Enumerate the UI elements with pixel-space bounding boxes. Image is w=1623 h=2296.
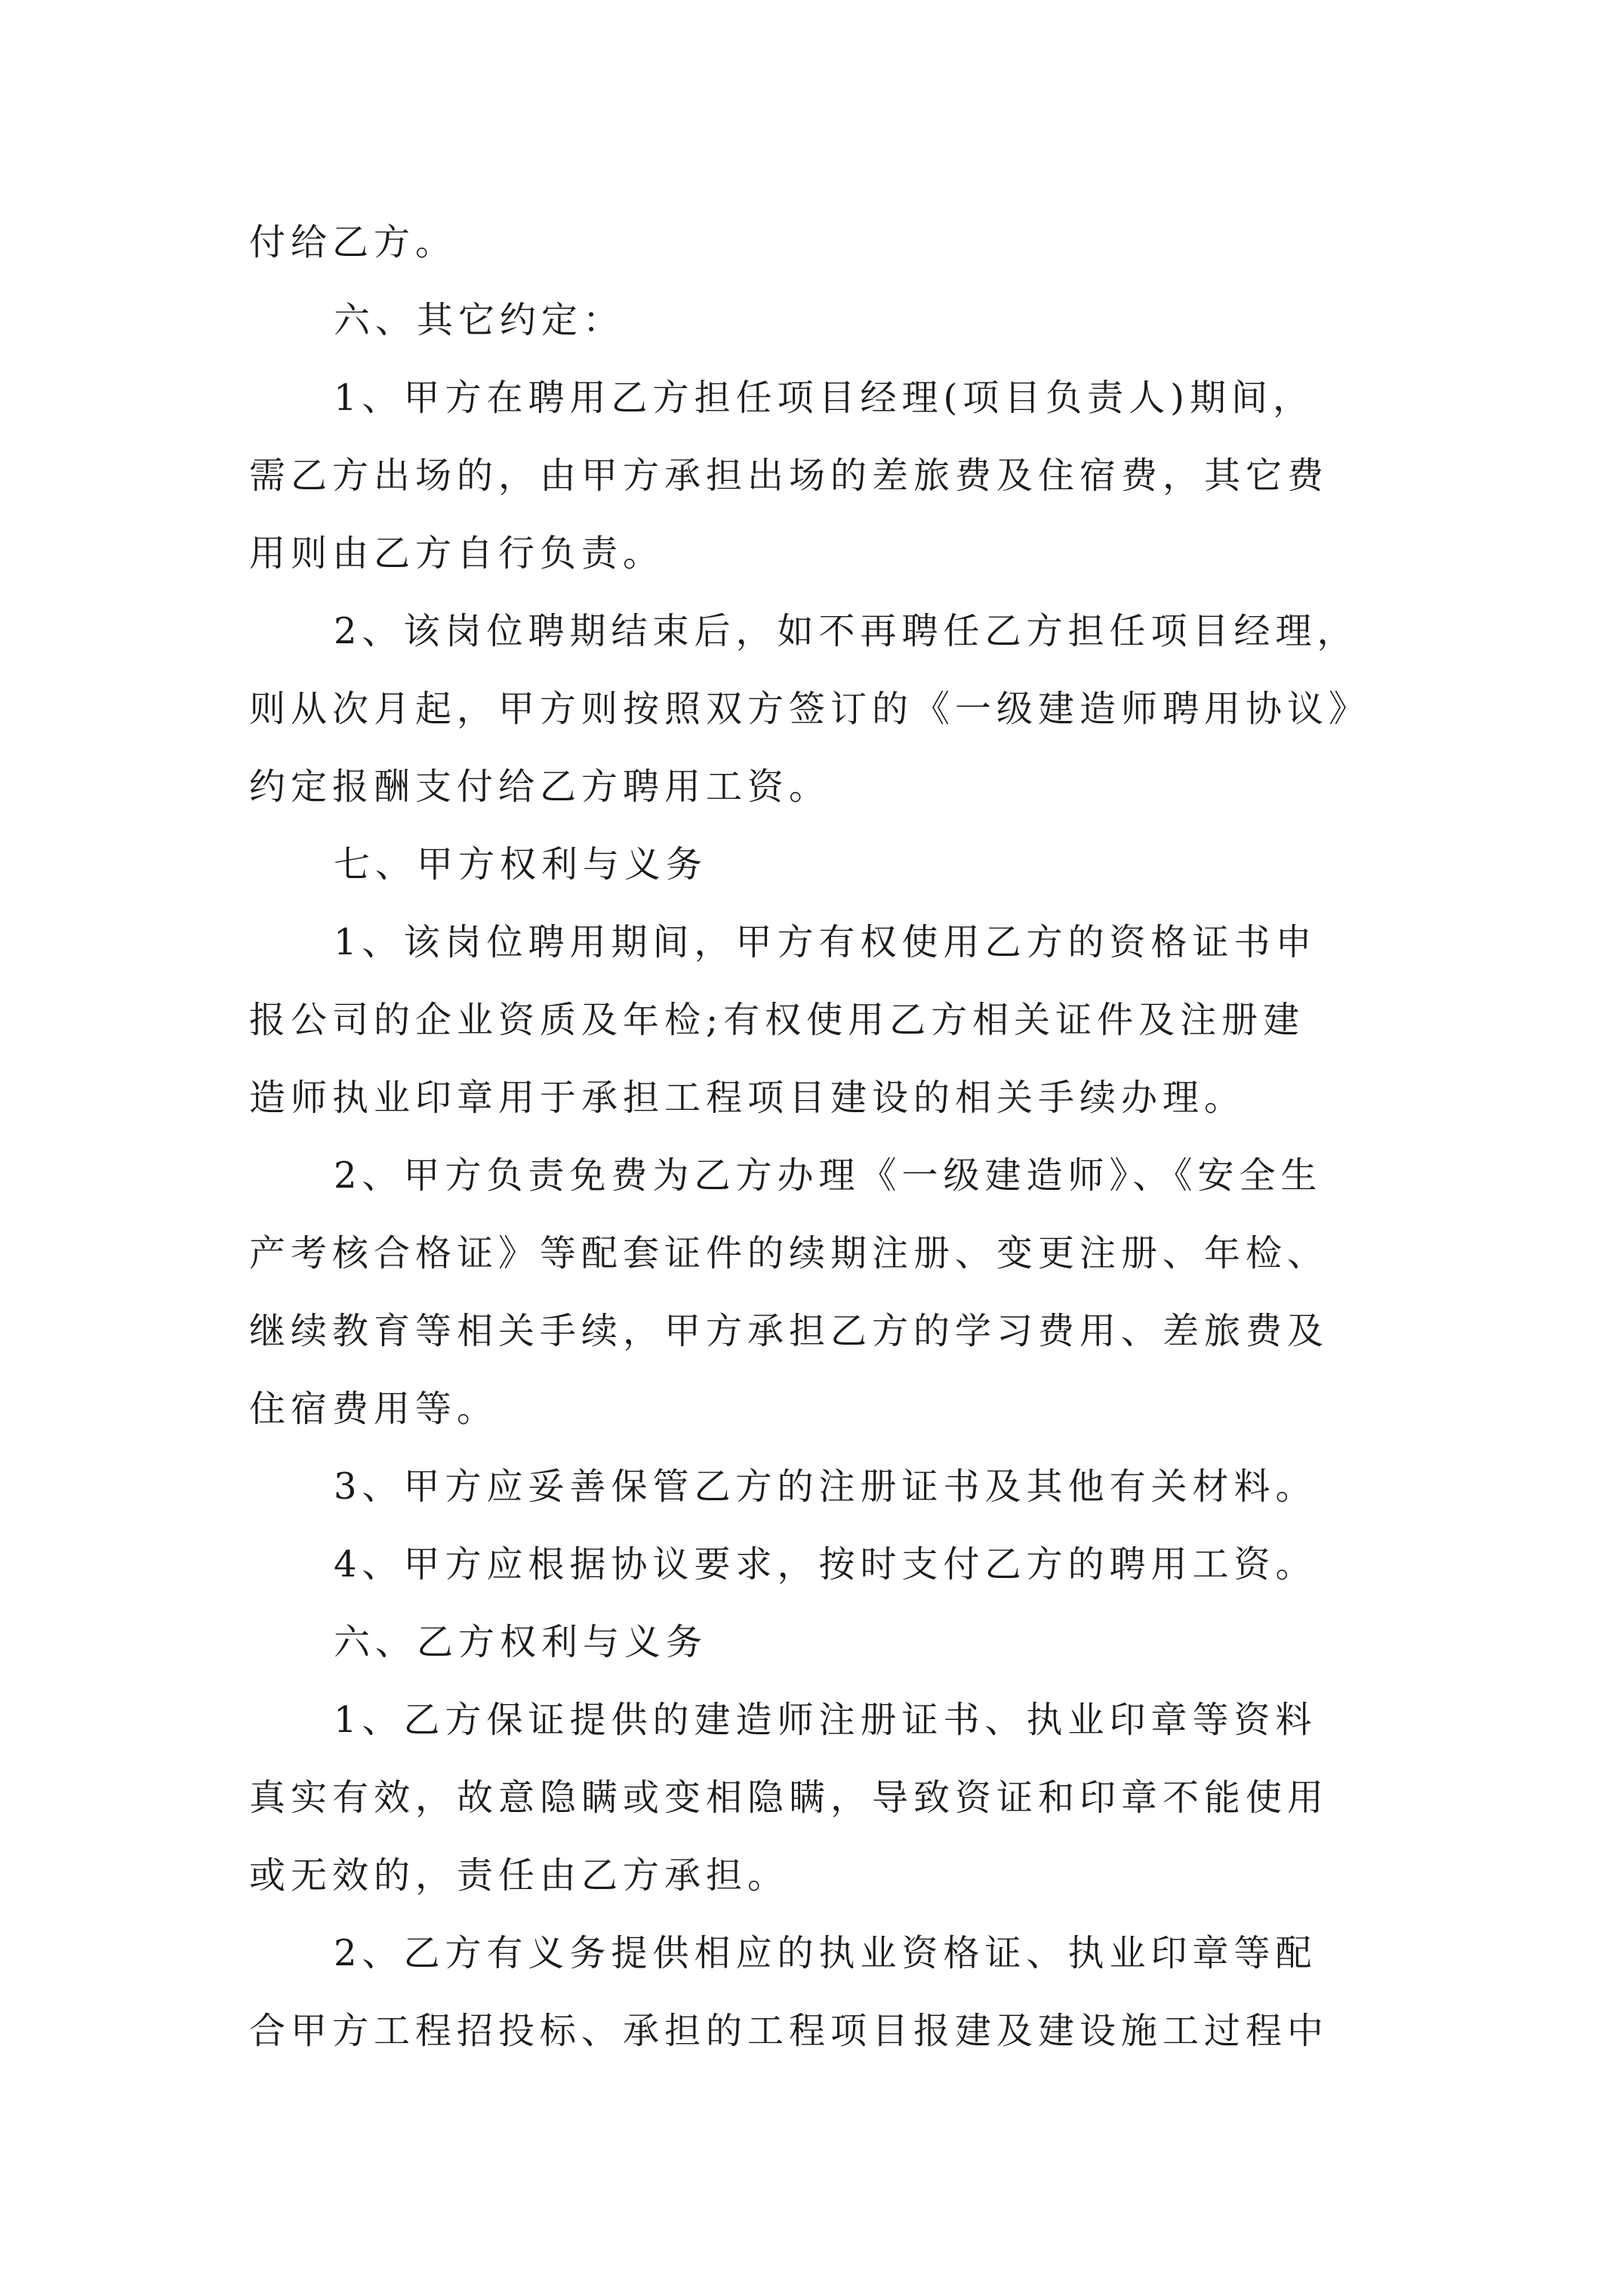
- text-line: 付给乙方。: [249, 221, 457, 264]
- text-line: 3、甲方应妥善保管乙方的注册证书及其他有关材料。: [334, 1465, 1317, 1508]
- text-line: 2、甲方负责免费为乙方办理《一级建造师》、《安全生: [334, 1154, 1323, 1197]
- section-heading: 六、其它约定：: [334, 299, 625, 341]
- text-line: 合甲方工程招投标、承担的工程项目报建及建设施工过程中: [249, 2010, 1329, 2052]
- text-line: 2、该岗位聘期结束后，如不再聘任乙方担任项目经理，: [334, 610, 1359, 652]
- document-body: [249, 204, 1381, 2070]
- section-heading: 六、乙方权利与义务: [334, 1621, 708, 1663]
- text-line: 继续教育等相关手续，甲方承担乙方的学习费用、差旅费及: [249, 1310, 1329, 1352]
- text-line: 2、乙方有义务提供相应的执业资格证、执业印章等配: [334, 1932, 1317, 1974]
- text-line: 1、乙方保证提供的建造师注册证书、执业印章等资料: [334, 1699, 1317, 1741]
- text-line: 约定报酬支付给乙方聘用工资。: [249, 766, 831, 808]
- text-line: 或无效的，责任由乙方承担。: [249, 1854, 790, 1897]
- text-line: 则从次月起，甲方则按照双方签订的《一级建造师聘用协议》: [249, 688, 1371, 730]
- text-line: 用则由乙方自行负责。: [249, 532, 665, 575]
- text-line: 真实有效，故意隐瞒或变相隐瞒，导致资证和印章不能使用: [249, 1777, 1329, 1819]
- text-line: 4、甲方应根据协议要求，按时支付乙方的聘用工资。: [334, 1543, 1317, 1586]
- section-heading: 七、甲方权利与义务: [334, 843, 708, 886]
- text-line: 1、甲方在聘用乙方担任项目经理(项目负责人)期间，: [334, 377, 1314, 419]
- text-line: 报公司的企业资质及年检;有权使用乙方相关证件及注册建: [249, 999, 1305, 1041]
- text-line: 需乙方出场的，由甲方承担出场的差旅费及住宿费，其它费: [249, 455, 1329, 497]
- text-line: 产考核合格证》等配套证件的续期注册、变更注册、年检、: [249, 1232, 1329, 1274]
- text-line: 造师执业印章用于承担工程项目建设的相关手续办理。: [249, 1077, 1246, 1119]
- text-line: 1、该岗位聘用期间，甲方有权使用乙方的资格证书申: [334, 921, 1317, 963]
- text-line: 住宿费用等。: [249, 1388, 499, 1430]
